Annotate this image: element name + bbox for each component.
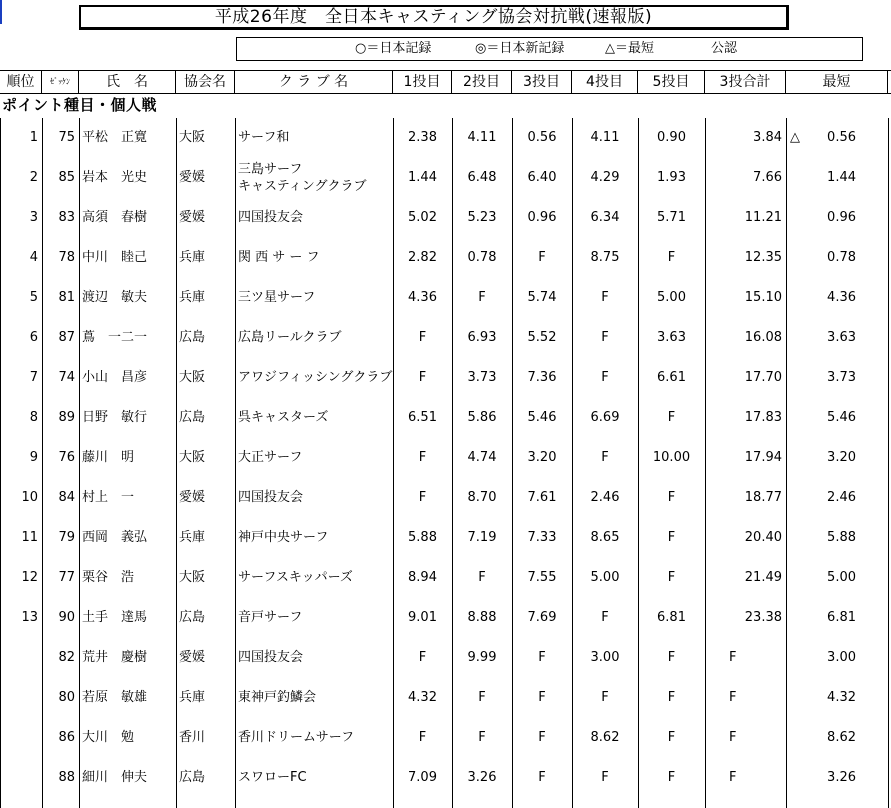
best-value: 0.96 [827, 210, 856, 225]
cell-total: 12.35 [744, 250, 782, 265]
cell-best [786, 718, 888, 758]
table-header [0, 70, 891, 94]
cell-t5: 6.81 [657, 610, 686, 625]
header-club: ク ラ ブ 名 [235, 71, 393, 93]
club-line-1: 三島サーフ [238, 162, 303, 177]
cell-t3: F [538, 770, 546, 785]
cell-assoc: 兵庫 [179, 690, 206, 705]
cell-bib: 80 [58, 690, 75, 705]
cell-t4: F [601, 770, 609, 785]
cell-rank: 8 [29, 410, 38, 425]
cell-rank: 13 [21, 610, 38, 625]
cell-t3: F [538, 690, 546, 705]
cell-total: 20.40 [744, 530, 782, 545]
best-value: 6.81 [827, 610, 856, 625]
cell-assoc: 兵庫 [179, 530, 206, 545]
grid-vline [176, 118, 177, 808]
cell-total: 3.84 [753, 130, 782, 145]
cell-club: 大正サーフ [238, 450, 303, 465]
cell-name: 藤川 明 [82, 450, 135, 465]
cell-best [786, 198, 888, 238]
cell-name: 渡辺 敏夫 [82, 290, 148, 305]
cell-t5: F [667, 650, 676, 665]
legend-official: 公認 [711, 41, 738, 56]
cell-bib: 75 [58, 130, 75, 145]
cell-name: 村上 一 [82, 490, 135, 505]
cell-best [786, 158, 888, 198]
grid-vline [79, 118, 80, 808]
grid-vline [0, 118, 1, 808]
cell-rank: 2 [29, 170, 38, 185]
cell-t5: 5.71 [657, 210, 686, 225]
cell-assoc: 愛媛 [179, 210, 206, 225]
grid-vline [705, 118, 706, 808]
cell-rank: 6 [29, 330, 38, 345]
cell-club: 四国投友会 [238, 490, 304, 505]
cell-t5: F [667, 490, 676, 505]
cell-assoc: 大阪 [179, 370, 206, 385]
cell-total: 11.21 [744, 210, 782, 225]
cell-rank [0, 718, 42, 758]
cell-t2: 8.70 [467, 490, 497, 505]
cell-club: 東神戸釣鱗会 [238, 690, 317, 705]
cell-t4: 8.75 [590, 250, 620, 265]
cell-bib: 84 [58, 490, 75, 505]
table-row [0, 238, 891, 278]
cell-t1: 2.82 [408, 250, 437, 265]
cell-bib: 85 [58, 170, 75, 185]
cell-t4: 2.46 [590, 490, 620, 505]
cell-t3: 0.96 [527, 210, 557, 225]
cell-t2: 0.78 [467, 250, 497, 265]
cell-t3: 7.33 [527, 530, 557, 545]
cell-total: F [729, 730, 737, 745]
cell-t2: 3.26 [467, 770, 497, 785]
cell-t4: 3.00 [590, 650, 620, 665]
header-bib: ｾﾞｯｹﾝ [42, 71, 79, 93]
cell-assoc: 大阪 [179, 450, 206, 465]
window-edge-marker [0, 0, 2, 24]
best-value: 3.20 [827, 450, 856, 465]
cell-best [786, 318, 888, 358]
cell-t1: F [418, 450, 427, 465]
cell-t5: F [667, 730, 676, 745]
cell-name: 若原 敏雄 [82, 690, 148, 705]
cell-bib: 74 [58, 370, 75, 385]
cell-rank: 10 [21, 490, 38, 505]
header-throw-4: 4投目 [572, 71, 638, 93]
table-row [0, 758, 891, 798]
cell-name: 平松 正寛 [82, 130, 148, 145]
grid-vline [393, 118, 394, 808]
cell-assoc: 広島 [179, 610, 206, 625]
cell-club: 四国投友会 [238, 650, 304, 665]
cell-total: F [729, 770, 737, 785]
cell-t3: F [538, 730, 546, 745]
best-value: 4.32 [827, 690, 856, 705]
cell-t5: F [667, 250, 676, 265]
best-value: 0.56 [827, 130, 856, 145]
cell-t2: 7.19 [467, 530, 497, 545]
cell-bib: 87 [58, 330, 75, 345]
cell-best [786, 278, 888, 318]
cell-assoc: 広島 [179, 410, 206, 425]
table-row [0, 598, 891, 638]
cell-t3: 5.46 [527, 410, 557, 425]
cell-club: アワジフィッシングクラブ [238, 370, 393, 385]
grid-vline [638, 118, 639, 808]
cell-t1: 4.32 [408, 690, 437, 705]
legend-record: ○＝日本記録 [355, 41, 432, 56]
cell-t5: 5.00 [657, 290, 686, 305]
header-rank: 順位 [0, 71, 42, 93]
page-title: 平成26年度 全日本キャスティング協会対抗戦(速報版) [79, 5, 789, 30]
cell-t1: 2.38 [408, 130, 437, 145]
cell-assoc: 香川 [179, 730, 206, 745]
cell-t1: F [418, 490, 427, 505]
best-value: 3.26 [827, 770, 856, 785]
cell-best [786, 438, 888, 478]
cell-club: 香川ドリームサーフ [238, 730, 355, 745]
cell-t1: 5.02 [408, 210, 437, 225]
cell-bib: 83 [58, 210, 75, 225]
cell-t5: F [667, 770, 676, 785]
table-row [0, 158, 891, 198]
grid-vline [235, 118, 236, 808]
cell-name: 土手 達馬 [82, 610, 148, 625]
cell-t5: 3.63 [657, 330, 686, 345]
cell-total: 17.70 [744, 370, 782, 385]
cell-best [786, 558, 888, 598]
cell-best [786, 118, 888, 158]
cell-total: 16.08 [744, 330, 782, 345]
cell-best [786, 398, 888, 438]
grid-vline [42, 118, 43, 808]
cell-t2: 9.99 [467, 650, 497, 665]
cell-bib: 89 [58, 410, 75, 425]
header-best: 最短 [786, 71, 888, 93]
cell-total: 18.77 [744, 490, 782, 505]
cell-rank [0, 638, 42, 678]
cell-best [786, 598, 888, 638]
cell-t2: F [478, 570, 486, 585]
header-throw-2: 2投目 [452, 71, 512, 93]
header-total: 3投合計 [705, 71, 786, 93]
cell-name: 日野 敏行 [82, 410, 148, 425]
cell-rank: 9 [29, 450, 38, 465]
header-throw-1: 1投目 [393, 71, 452, 93]
table-row [0, 518, 891, 558]
cell-best [786, 358, 888, 398]
section-title: ポイント種目・個人戦 [2, 96, 158, 114]
cell-t1: 4.36 [408, 290, 437, 305]
cell-t3: 7.69 [527, 610, 557, 625]
best-value: 5.46 [827, 410, 856, 425]
best-value: 1.44 [827, 170, 856, 185]
cell-best [786, 478, 888, 518]
cell-assoc: 愛媛 [179, 650, 206, 665]
cell-name: 西岡 義弘 [82, 530, 148, 545]
cell-rank [0, 758, 42, 798]
cell-t4: 6.34 [590, 210, 620, 225]
cell-t4: F [601, 370, 609, 385]
cell-bib: 88 [58, 770, 75, 785]
cell-t4: 4.11 [590, 130, 620, 145]
table-row [0, 358, 891, 398]
cell-club: 四国投友会 [238, 210, 304, 225]
cell-name: 細川 伸夫 [82, 770, 148, 785]
cell-assoc: 広島 [179, 330, 206, 345]
cell-name: 岩本 光史 [82, 170, 148, 185]
best-value: 3.00 [827, 650, 856, 665]
cell-t2: F [478, 290, 486, 305]
cell-club: 音戸サーフ [238, 610, 303, 625]
cell-club: 広島リールクラブ [238, 330, 342, 345]
cell-t2: 5.23 [467, 210, 497, 225]
cell-t4: F [601, 330, 609, 345]
grid-vline [452, 118, 453, 808]
cell-t2: 4.11 [467, 130, 497, 145]
cell-bib: 86 [58, 730, 75, 745]
cell-rank [0, 678, 42, 718]
cell-club: 関 西 サ ー フ [238, 250, 320, 265]
cell-rank: 4 [29, 250, 38, 265]
club-line-2: キャスティングクラブ [238, 179, 367, 194]
header-throw-5: 5投目 [638, 71, 705, 93]
cell-t5: 10.00 [652, 450, 691, 465]
cell-name: 高須 春樹 [82, 210, 148, 225]
cell-bib: 81 [58, 290, 75, 305]
cell-t5: 6.61 [657, 370, 686, 385]
cell-best [786, 758, 888, 798]
table-row [0, 278, 891, 318]
cell-bib: 79 [58, 530, 75, 545]
table-row [0, 718, 891, 758]
cell-t1: 7.09 [408, 770, 437, 785]
grid-vline [512, 118, 513, 808]
cell-rank: 12 [21, 570, 38, 585]
grid-vline [888, 118, 889, 808]
cell-t5: F [667, 690, 676, 705]
cell-t5: 1.93 [657, 170, 686, 185]
cell-t4: 6.69 [590, 410, 620, 425]
cell-t2: 3.73 [467, 370, 497, 385]
cell-total: F [729, 650, 737, 665]
cell-assoc: 兵庫 [179, 250, 206, 265]
cell-assoc: 大阪 [179, 570, 206, 585]
shortest-mark: △ [790, 130, 800, 145]
cell-t4: 8.65 [590, 530, 620, 545]
cell-t2: 5.86 [467, 410, 497, 425]
cell-club: サーフスキッパーズ [238, 570, 353, 585]
cell-best [786, 678, 888, 718]
cell-club: スワローFC [238, 770, 307, 785]
cell-t1: 6.51 [408, 410, 437, 425]
best-value: 3.63 [827, 330, 856, 345]
best-value: 5.88 [827, 530, 856, 545]
cell-name: 大川 勉 [82, 730, 135, 745]
table-row [0, 678, 891, 718]
cell-bib: 82 [58, 650, 75, 665]
cell-t3: 7.55 [527, 570, 557, 585]
cell-t2: 8.88 [467, 610, 497, 625]
cell-assoc: 大阪 [179, 130, 206, 145]
cell-t3: 6.40 [527, 170, 557, 185]
best-value: 8.62 [827, 730, 856, 745]
cell-total: F [729, 690, 737, 705]
best-value: 4.36 [827, 290, 856, 305]
cell-best [786, 238, 888, 278]
cell-t1: F [418, 330, 427, 345]
cell-total: 7.66 [753, 170, 782, 185]
cell-t1: 9.01 [408, 610, 437, 625]
cell-t3: 7.36 [527, 370, 557, 385]
grid-vline [572, 118, 573, 808]
cell-t4: F [601, 610, 609, 625]
cell-t1: F [418, 730, 427, 745]
table-row [0, 478, 891, 518]
best-value: 0.78 [827, 250, 856, 265]
cell-t4: F [601, 290, 609, 305]
best-value: 3.73 [827, 370, 856, 385]
cell-total: 23.38 [744, 610, 782, 625]
cell-rank: 5 [29, 290, 38, 305]
cell-club [235, 158, 393, 198]
cell-club: 三ツ星サーフ [238, 290, 316, 305]
cell-name: 中川 睦己 [82, 250, 148, 265]
cell-t3: F [538, 650, 546, 665]
cell-t4: 4.29 [590, 170, 620, 185]
cell-bib: 77 [58, 570, 75, 585]
cell-t4: F [601, 450, 609, 465]
cell-best [786, 638, 888, 678]
cell-t5: F [667, 570, 676, 585]
header-name: 氏 名 [79, 71, 176, 93]
cell-name: 栗谷 浩 [82, 570, 135, 585]
cell-t1: F [418, 650, 427, 665]
cell-total: 21.49 [744, 570, 782, 585]
cell-bib: 90 [58, 610, 75, 625]
header-throw-3: 3投目 [512, 71, 572, 93]
cell-t2: F [478, 690, 486, 705]
cell-t5: F [667, 530, 676, 545]
cell-t3: F [538, 250, 546, 265]
legend-box [236, 37, 863, 61]
best-value: 5.00 [827, 570, 856, 585]
results-table [0, 118, 891, 808]
cell-rank: 11 [21, 530, 38, 545]
cell-t1: 5.88 [408, 530, 437, 545]
cell-name: 蔦 一二一 [82, 330, 148, 345]
cell-bib: 78 [58, 250, 75, 265]
cell-t1: 8.94 [408, 570, 437, 585]
cell-t5: F [667, 410, 676, 425]
cell-total: 17.94 [744, 450, 782, 465]
cell-t2: F [478, 730, 486, 745]
best-value: 2.46 [827, 490, 856, 505]
cell-name: 荒井 慶樹 [82, 650, 148, 665]
header-assoc: 協会名 [176, 71, 235, 93]
cell-club: サーフ和 [238, 130, 290, 145]
cell-t2: 6.48 [467, 170, 497, 185]
table-row [0, 558, 891, 598]
table-row [0, 118, 891, 158]
cell-assoc: 愛媛 [179, 170, 206, 185]
cell-t3: 7.61 [527, 490, 557, 505]
cell-t3: 0.56 [527, 130, 557, 145]
cell-total: 17.83 [744, 410, 782, 425]
cell-assoc: 広島 [179, 770, 206, 785]
cell-best [786, 518, 888, 558]
table-row [0, 318, 891, 358]
cell-rank: 3 [29, 210, 38, 225]
cell-t2: 6.93 [467, 330, 497, 345]
cell-t3: 5.74 [527, 290, 557, 305]
cell-t2: 4.74 [467, 450, 497, 465]
cell-t4: F [601, 690, 609, 705]
cell-name: 小山 昌彦 [82, 370, 148, 385]
table-row [0, 398, 891, 438]
table-row [0, 198, 891, 238]
cell-rank: 7 [29, 370, 38, 385]
cell-t3: 3.20 [527, 450, 557, 465]
cell-rank: 1 [29, 130, 38, 145]
table-row [0, 638, 891, 678]
grid-vline [786, 118, 787, 808]
cell-assoc: 兵庫 [179, 290, 206, 305]
cell-t1: 1.44 [408, 170, 437, 185]
cell-t1: F [418, 370, 427, 385]
legend-shortest: △＝最短 [605, 41, 654, 56]
cell-club: 神戸中央サーフ [238, 530, 329, 545]
cell-t5: 0.90 [657, 130, 686, 145]
cell-total: 15.10 [744, 290, 782, 305]
cell-assoc: 愛媛 [179, 490, 206, 505]
table-row [0, 438, 891, 478]
cell-t4: 5.00 [590, 570, 620, 585]
legend-new-record: ◎＝日本新記録 [475, 41, 565, 56]
cell-t4: 8.62 [590, 730, 620, 745]
cell-bib: 76 [58, 450, 75, 465]
cell-club: 呉キャスターズ [238, 410, 329, 425]
cell-t3: 5.52 [527, 330, 557, 345]
